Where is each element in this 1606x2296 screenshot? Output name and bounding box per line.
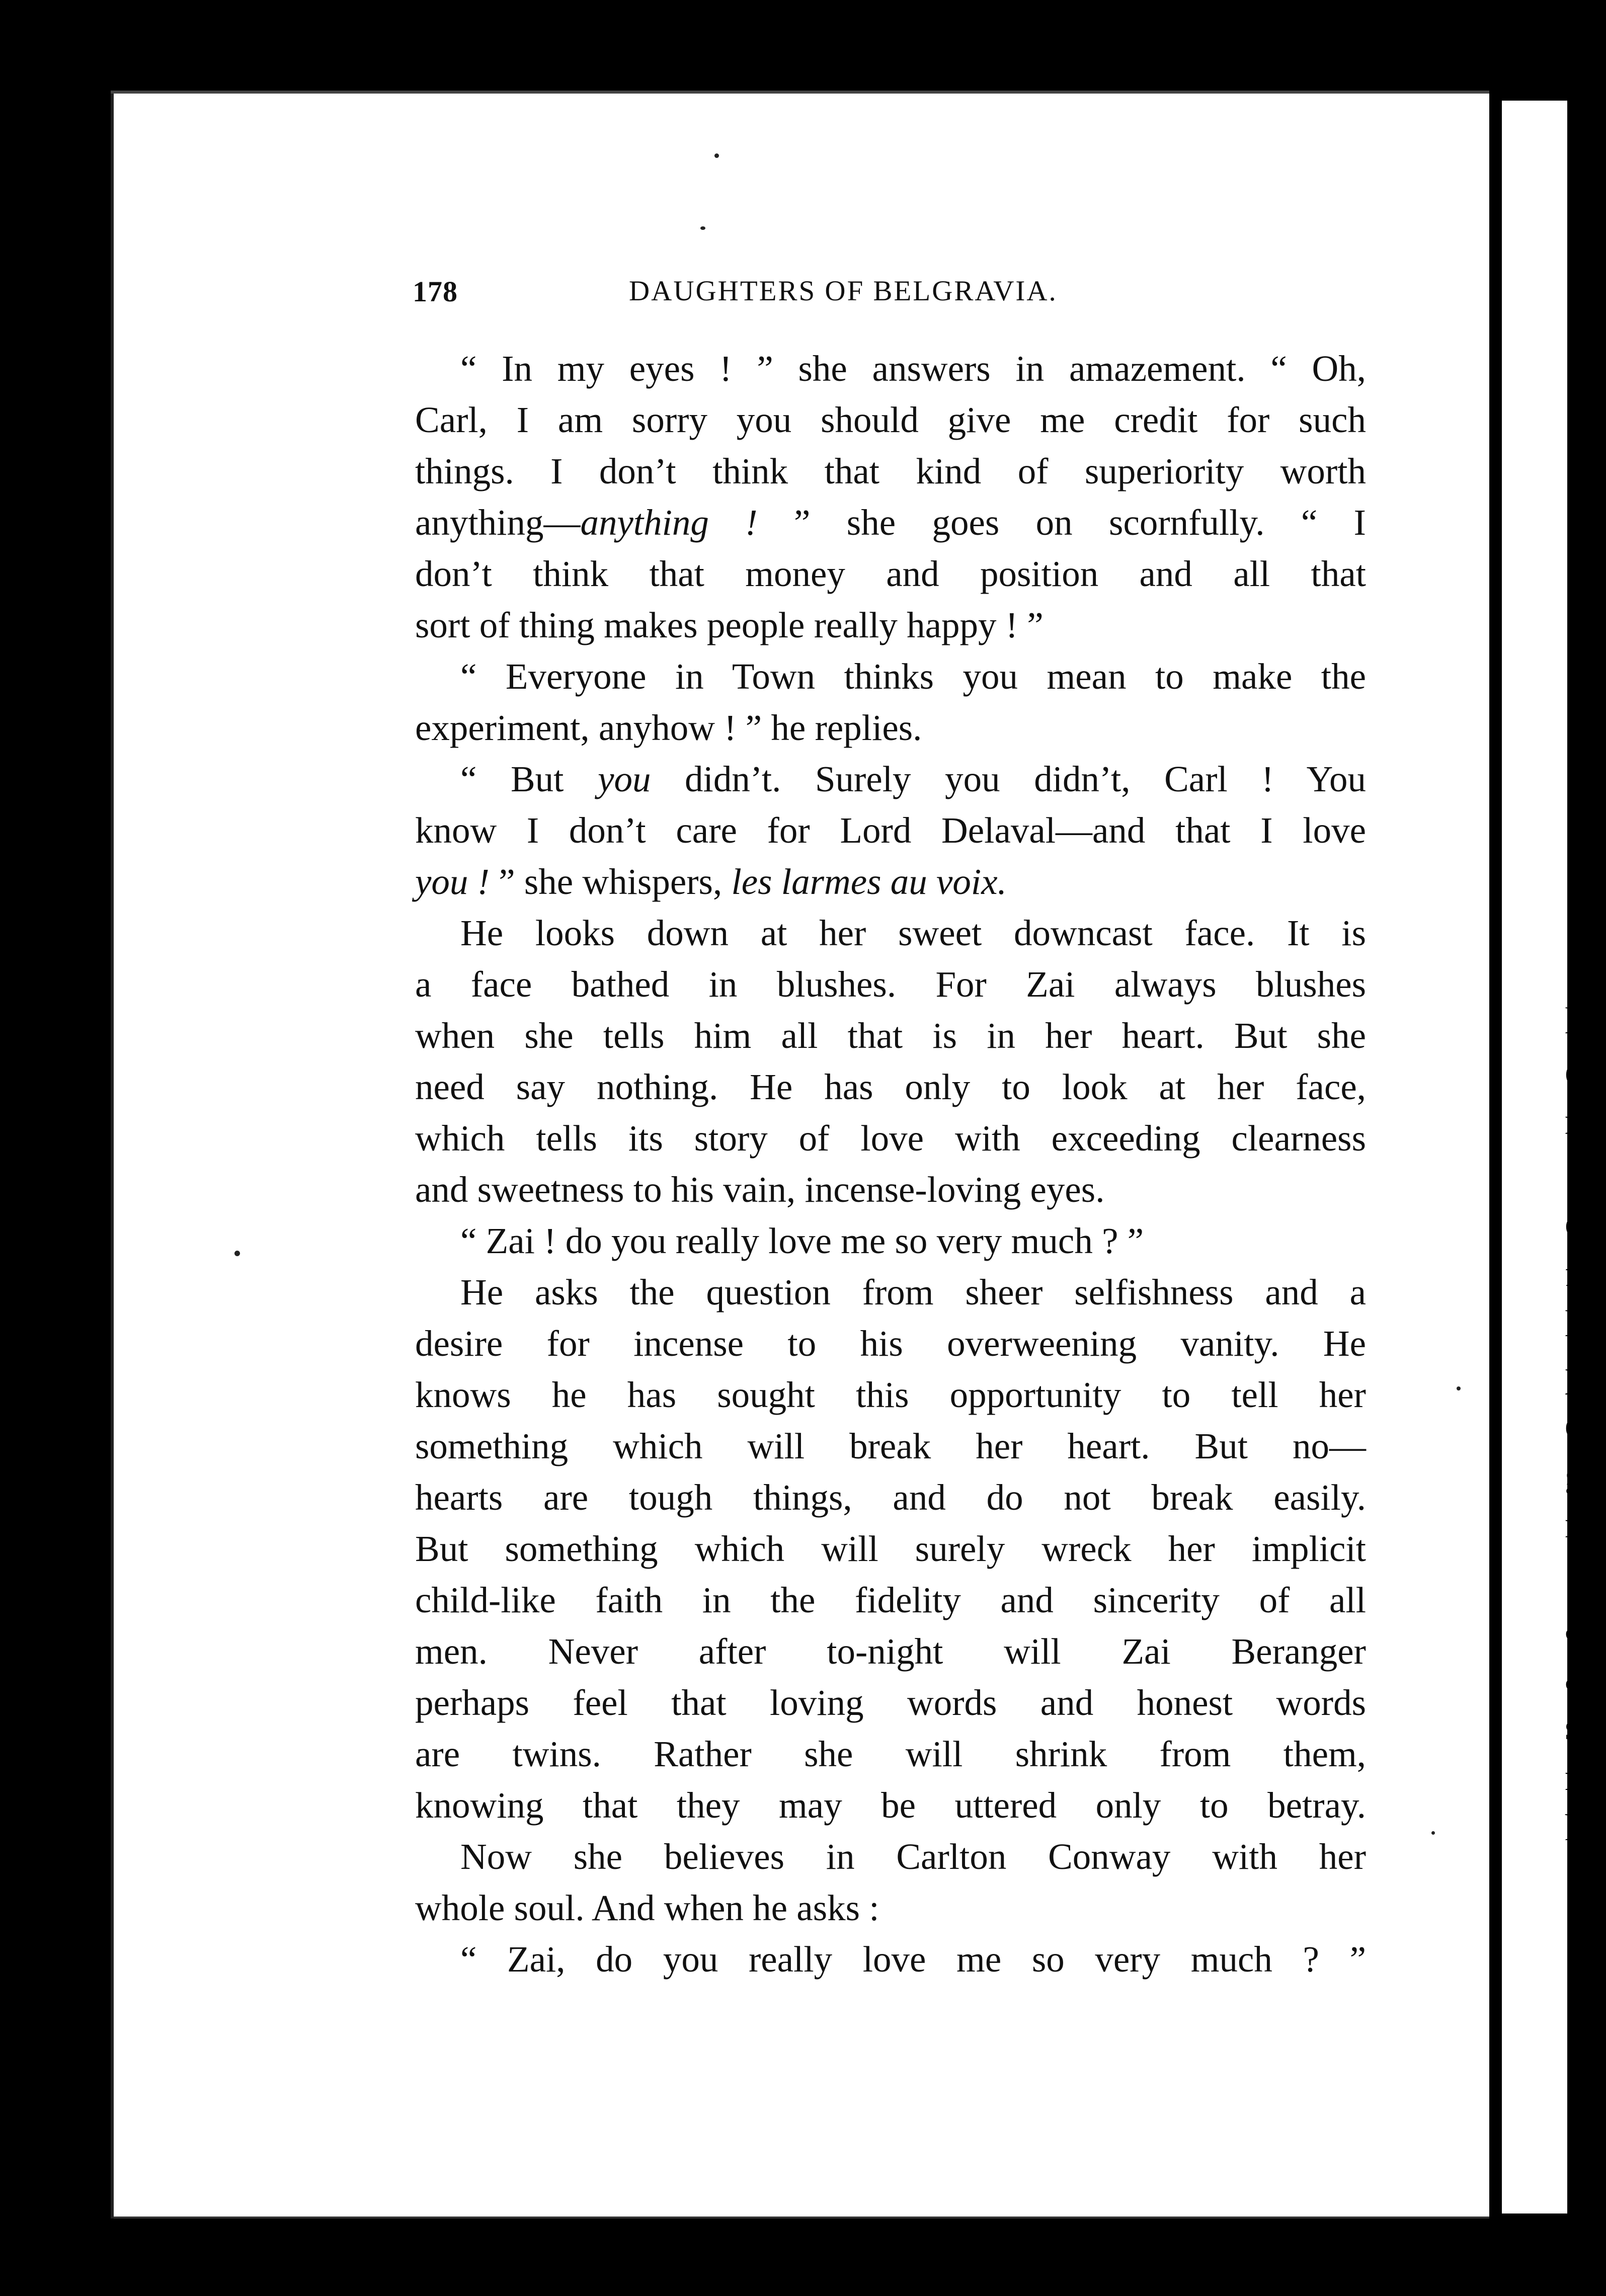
facing-letter: c (1565, 1203, 1581, 1244)
facing-letter: l (1565, 1303, 1575, 1345)
text-line: child-like faith in the fidelity and sincerity of all (415, 1580, 1366, 1620)
italic-text: les larmes au voix. (731, 861, 1007, 902)
italic-text: anything ! (580, 502, 758, 543)
running-title: DAUGHTERS OF BELGRAVIA. (629, 275, 1058, 307)
ink-speck (714, 153, 719, 158)
text-line: “ Everyone in Town thinks you mean to make the (460, 656, 1366, 697)
facing-letter: f (1565, 1253, 1577, 1294)
facing-letter: g (1565, 1454, 1583, 1496)
text-line: sort of thing makes people really happy ! ” (415, 605, 1043, 645)
text-run: ” she whispers, (489, 861, 732, 902)
italic-text: you (598, 759, 651, 799)
text-line: He looks down at her sweet downcast face. It is (460, 913, 1366, 953)
text-run: anything— (415, 502, 581, 543)
ink-speck (1457, 1386, 1461, 1390)
text-line: things. I don’t think that kind of superiority worth (415, 451, 1366, 491)
facing-letter: m (1565, 1757, 1594, 1798)
ink-speck (1431, 1831, 1435, 1835)
text-line: need say nothing. He has only to look at her face, (415, 1067, 1366, 1107)
facing-letter: h (1565, 1808, 1583, 1849)
text-line: desire for incense to his overweening vanity. He (415, 1323, 1366, 1364)
ink-speck (700, 226, 705, 230)
text-line: don’t think that money and position and all that (415, 553, 1366, 594)
italic-text: you ! (415, 861, 490, 902)
text-run: “ But (460, 759, 598, 799)
text-line: “ Zai ! do you really love me so very much ? ” (460, 1220, 1144, 1261)
text-line: something which will break her heart. But no— (415, 1426, 1366, 1466)
facing-page-letters (1565, 996, 1606, 1853)
text-line (415, 497, 1366, 548)
facing-letter: r (1565, 1101, 1577, 1142)
text-run: ” she goes on scornfully. “ I (757, 502, 1366, 543)
text-line: and sweetness to his vain, incense-loving eyes. (415, 1169, 1105, 1210)
text-line (415, 856, 1366, 908)
facing-letter: d (1565, 1404, 1583, 1445)
text-line: whole soul. And when he asks : (415, 1888, 879, 1928)
facing-letter: e (1565, 1051, 1581, 1092)
text-line: Carl, I am sorry you should give me credit for such (415, 399, 1366, 440)
text-line: which tells its story of love with exceeding clearness (415, 1118, 1366, 1159)
page-number: 178 (413, 275, 458, 308)
text-line: Now she believes in Carlton Conway with her (460, 1836, 1366, 1877)
text-line: a face bathed in blushes. For Zai always blushes (415, 964, 1366, 1005)
text-line: knows he has sought this opportunity to tell her (415, 1374, 1366, 1415)
facing-letter: n (1565, 1505, 1583, 1546)
text-line: He asks the question from sheer selfishness and a (460, 1272, 1366, 1313)
body-text (415, 343, 1366, 1985)
text-line: know I don’t care for Lord Delaval—and that I love (415, 810, 1366, 851)
facing-letter: a (1565, 1657, 1581, 1698)
ink-speck (234, 1251, 240, 1256)
running-header (413, 275, 1489, 320)
text-line: hearts are tough things, and do not break easily. (415, 1477, 1366, 1518)
text-line: experiment, anyhow ! ” he replies. (415, 707, 922, 748)
text-line: perhaps feel that loving words and honest words (415, 1682, 1366, 1723)
text-line: men. Never after to-night will Zai Beranger (415, 1631, 1366, 1672)
facing-letter: p (1565, 1354, 1583, 1395)
text-line: are twins. Rather she will shrink from them, (415, 1734, 1366, 1774)
text-line: knowing that they may be uttered only to betray. (415, 1785, 1366, 1826)
text-line: “ In my eyes ! ” she answers in amazement. “ Oh, (460, 348, 1366, 389)
facing-letter: s (1565, 1707, 1579, 1748)
text-line: But something which will surely wreck her implicit (415, 1528, 1366, 1569)
facing-letter: a (1565, 1606, 1581, 1648)
text-run: didn’t. Surely you didn’t, Carl ! You (651, 759, 1366, 799)
text-line: when she tells him all that is in her heart. But she (415, 1015, 1366, 1056)
facing-letter: l (1565, 1001, 1575, 1042)
text-line: “ Zai, do you really love me so very much ? ” (460, 1939, 1366, 1980)
facing-page-margin (1502, 101, 1567, 2213)
text-line (415, 754, 1366, 805)
